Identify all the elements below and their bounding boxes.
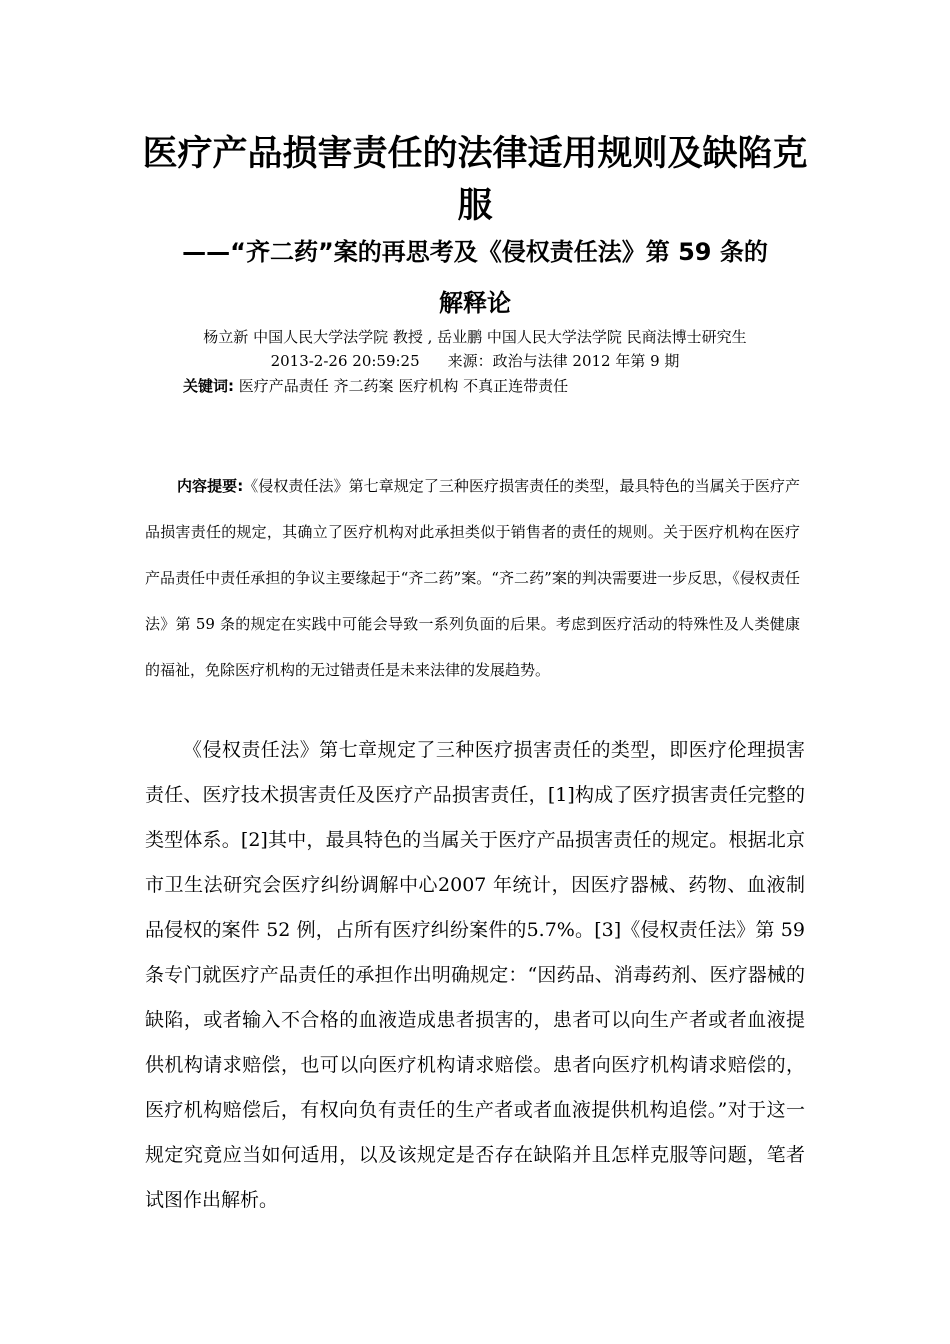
keywords-list: 医疗产品责任 齐二药案 医疗机构 不真正连带责任	[238, 377, 569, 395]
article-subtitle-line-2: 解释论	[439, 289, 511, 317]
body-paragraph: 《侵权责任法》第七章规定了三种医疗损害责任的类型，即医疗伦理损害责任、医疗技术损害责任及医疗产品损害责任，[1]构成了医疗损害责任完整的类型体系。[2]其中，最具特色的当属关于医疗产品损害责任的规定。根据北京市卫生法研究会医疗纠纷调解中心2007 年统计，因医疗器械、药物、血液制品侵权的案件 52 例，占所有医疗纠纷案件的5.7%。[3]《侵权责任法》第 59 条专门就医疗产品责任的承担作出明确规定：“因药品、消毒药剂、医疗器械的缺陷，或者输入不合格的血液造成患者损害的，患者可以向生产者或者血液提供机构请求赔偿，也可以向医疗机构请求赔偿。患者向医疗机构请求赔偿的，医疗机构赔偿后，有权向负有责任的生产者或者血液提供机构追偿。”对于这一规定究竟应当如何适用，以及该规定是否存在缺陷并且怎样克服等问题，笔者试图作出解析。	[145, 739, 805, 1211]
article-subtitle-line-1: ——“齐二药”案的再思考及《侵权责任法》第 59 条的	[182, 238, 768, 266]
date-source-line	[120, 350, 830, 372]
keywords-label: 关键词:	[183, 377, 234, 395]
authors-line: 杨立新 中国人民大学法学院 教授 , 岳业鹏 中国人民大学法学院 民商法博士研究生	[203, 328, 747, 346]
abstract-paragraph	[145, 463, 800, 693]
article-title-line-1: 医疗产品损害责任的法律适用规则及缺陷克	[142, 134, 808, 174]
publish-datetime: 2013-2-26 20:59:25	[270, 352, 420, 370]
abstract-label: 内容提要:	[177, 477, 244, 495]
publication-source: 来源：政治与法律 2012 年第 9 期	[447, 352, 680, 370]
article-title-line-2: 服	[457, 186, 493, 226]
keywords-line	[183, 375, 568, 397]
abstract-text: 《侵权责任法》第七章规定了三种医疗损害责任的类型，最具特色的当属关于医疗产品损害责任的规定，其确立了医疗机构对此承担类似于销售者的责任的规则。关于医疗机构在医疗产品责任中责任承担的争议主要缘起于“齐二药”案。“齐二药”案的判决需要进一步反思，《侵权责任法》第 59 条的规定在实践中可能会导致一系列负面的后果。考虑到医疗活动的特殊性及人类健康的福祉，免除医疗机构的无过错责任是未来法律的发展趋势。	[145, 477, 800, 679]
